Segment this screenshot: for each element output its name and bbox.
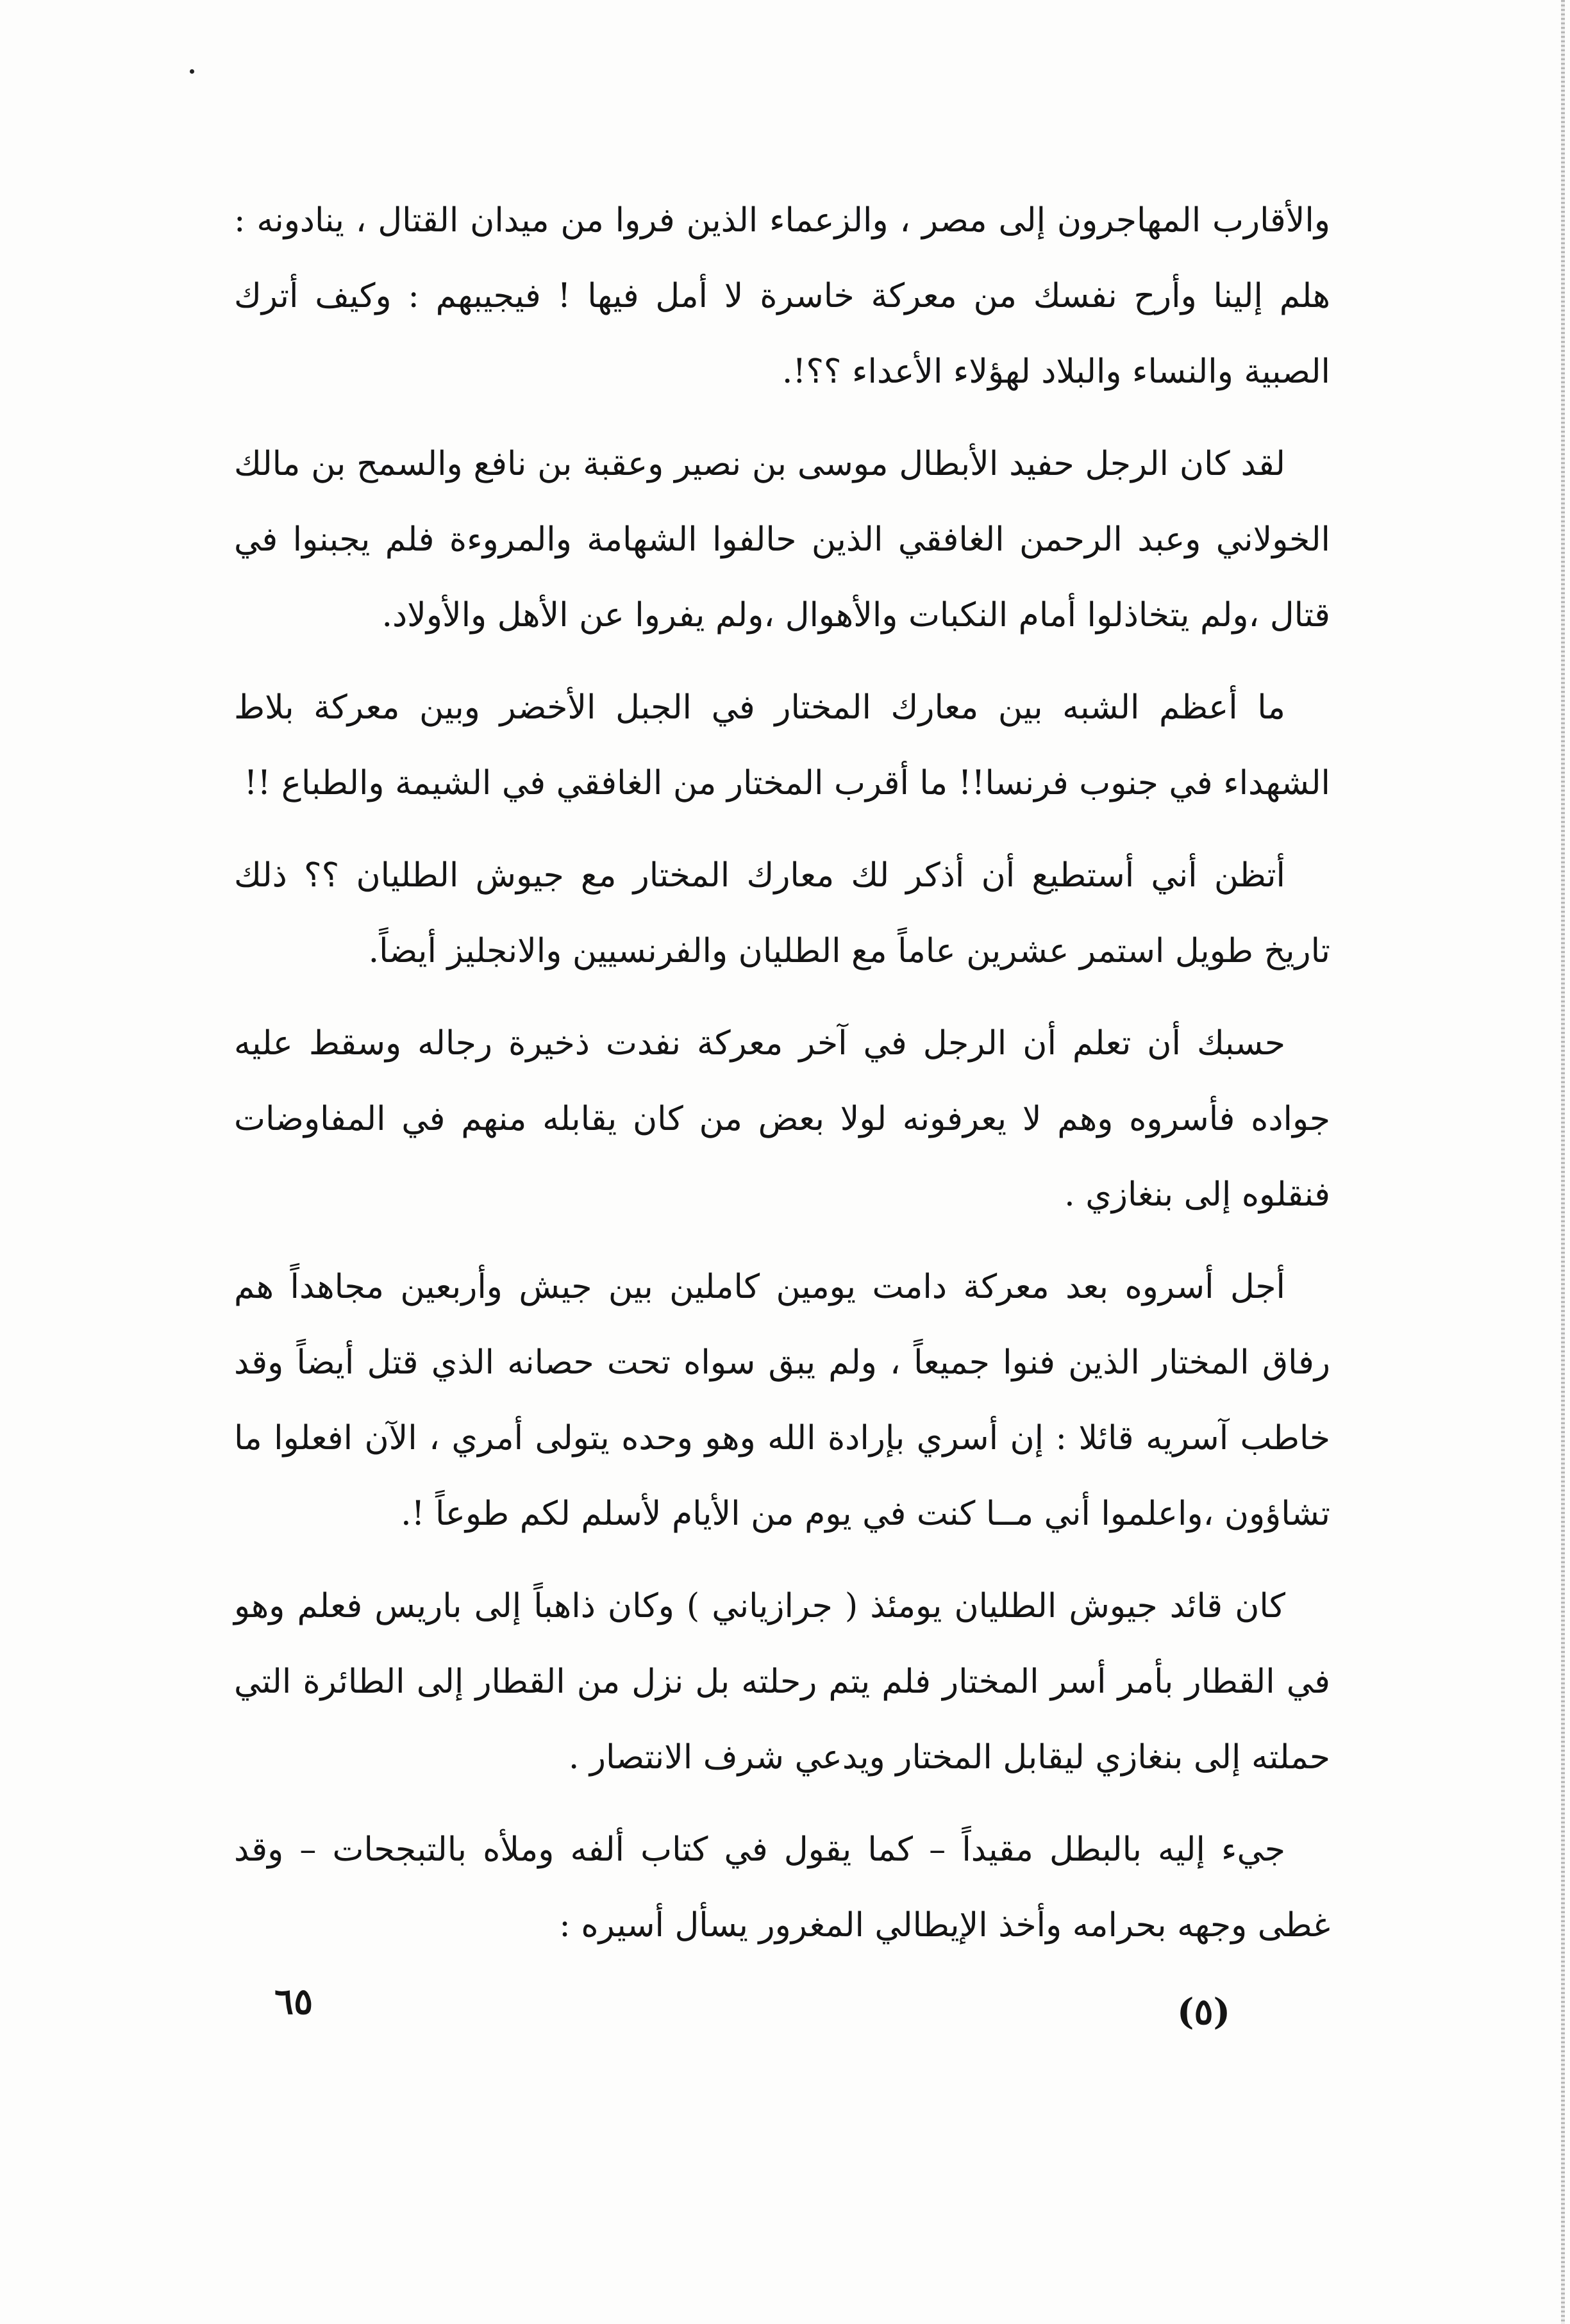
paragraph: حسبك أن تعلم أن الرجل في آخر معركة نفدت ذخيرة رجاله وسقط عليه جواده فأسروه وهم لا يعرفونه لولا بعض من كان يقابله منهم في المفاوضات فنقلوه إلى بنغازي . bbox=[234, 1024, 1330, 1214]
signature-mark: (٥) bbox=[1177, 1991, 1231, 2033]
body-text bbox=[234, 183, 1330, 1980]
paragraph: كان قائد جيوش الطليان يومئذ ( جرازياني ) وكان ذاهباً إلى باريس فعلم وهو في القطار بأمر أسر المختار فلم يتم رحلته بل نزل من القطار إلى الطائرة التي حملته إلى بنغازي ليقابل المختار ويدعي شرف الانتصار . bbox=[234, 1587, 1330, 1777]
paragraph: جيء إليه بالبطل مقيداً – كما يقول في كتاب ألفه وملأه بالتبجحات – وقد غطى وجهه بحرامه وأخذ الإيطالي المغرور يسأل أسيره : bbox=[234, 1830, 1330, 1945]
page-edge-shadow bbox=[1561, 0, 1565, 2324]
scan-speck bbox=[190, 69, 194, 74]
paragraph: أتظن أني أستطيع أن أذكر لك معارك المختار مع جيوش الطليان ؟؟ ذلك تاريخ طويل استمر عشرين عاماً مع الطليان والفرنسيين والانجليز أيضاً. bbox=[234, 856, 1330, 970]
paragraph: ما أعظم الشبه بين معارك المختار في الجبل الأخضر وبين معركة بلاط الشهداء في جنوب فرنسا!! ما أقرب المختار من الغافقي في الشيمة والطباع !! bbox=[234, 688, 1330, 802]
paragraph: أجل أسروه بعد معركة دامت يومين كاملين بين جيش وأربعين مجاهداً هم رفاق المختار الذين فنوا جميعاً ، ولم يبق سواه تحت حصانه الذي قتل أيضاً وقد خاطب آسريه قائلا : إن أسري بإرادة الله وهو وحده يتولى أمري ، الآن افعلوا ما تشاؤون ،واعلموا أني مــا كنت في يوم من الأيام لأسلم لكم طوعاً !. bbox=[234, 1268, 1330, 1533]
paragraph: والأقارب المهاجرون إلى مصر ، والزعماء الذين فروا من ميدان القتال ، ينادونه : هلم إلينا وأرح نفسك من معركة خاسرة لا أمل فيها ! فيجيبهم : وكيف أترك الصبية والنساء والبلاد لهؤلاء الأعداء ؟؟!. bbox=[234, 201, 1330, 391]
paragraph: لقد كان الرجل حفيد الأبطال موسى بن نصير وعقبة بن نافع والسمح بن مالك الخولاني وعبد الرحمن الغافقي الذين حالفوا الشهامة والمروءة فلم يجبنوا في قتال ،ولم يتخاذلوا أمام النكبات والأهوال ،ولم يفروا عن الأهل والأولاد. bbox=[234, 445, 1330, 635]
page-footer bbox=[0, 1980, 1570, 2057]
page-number: ٦٥ bbox=[274, 1980, 313, 2023]
